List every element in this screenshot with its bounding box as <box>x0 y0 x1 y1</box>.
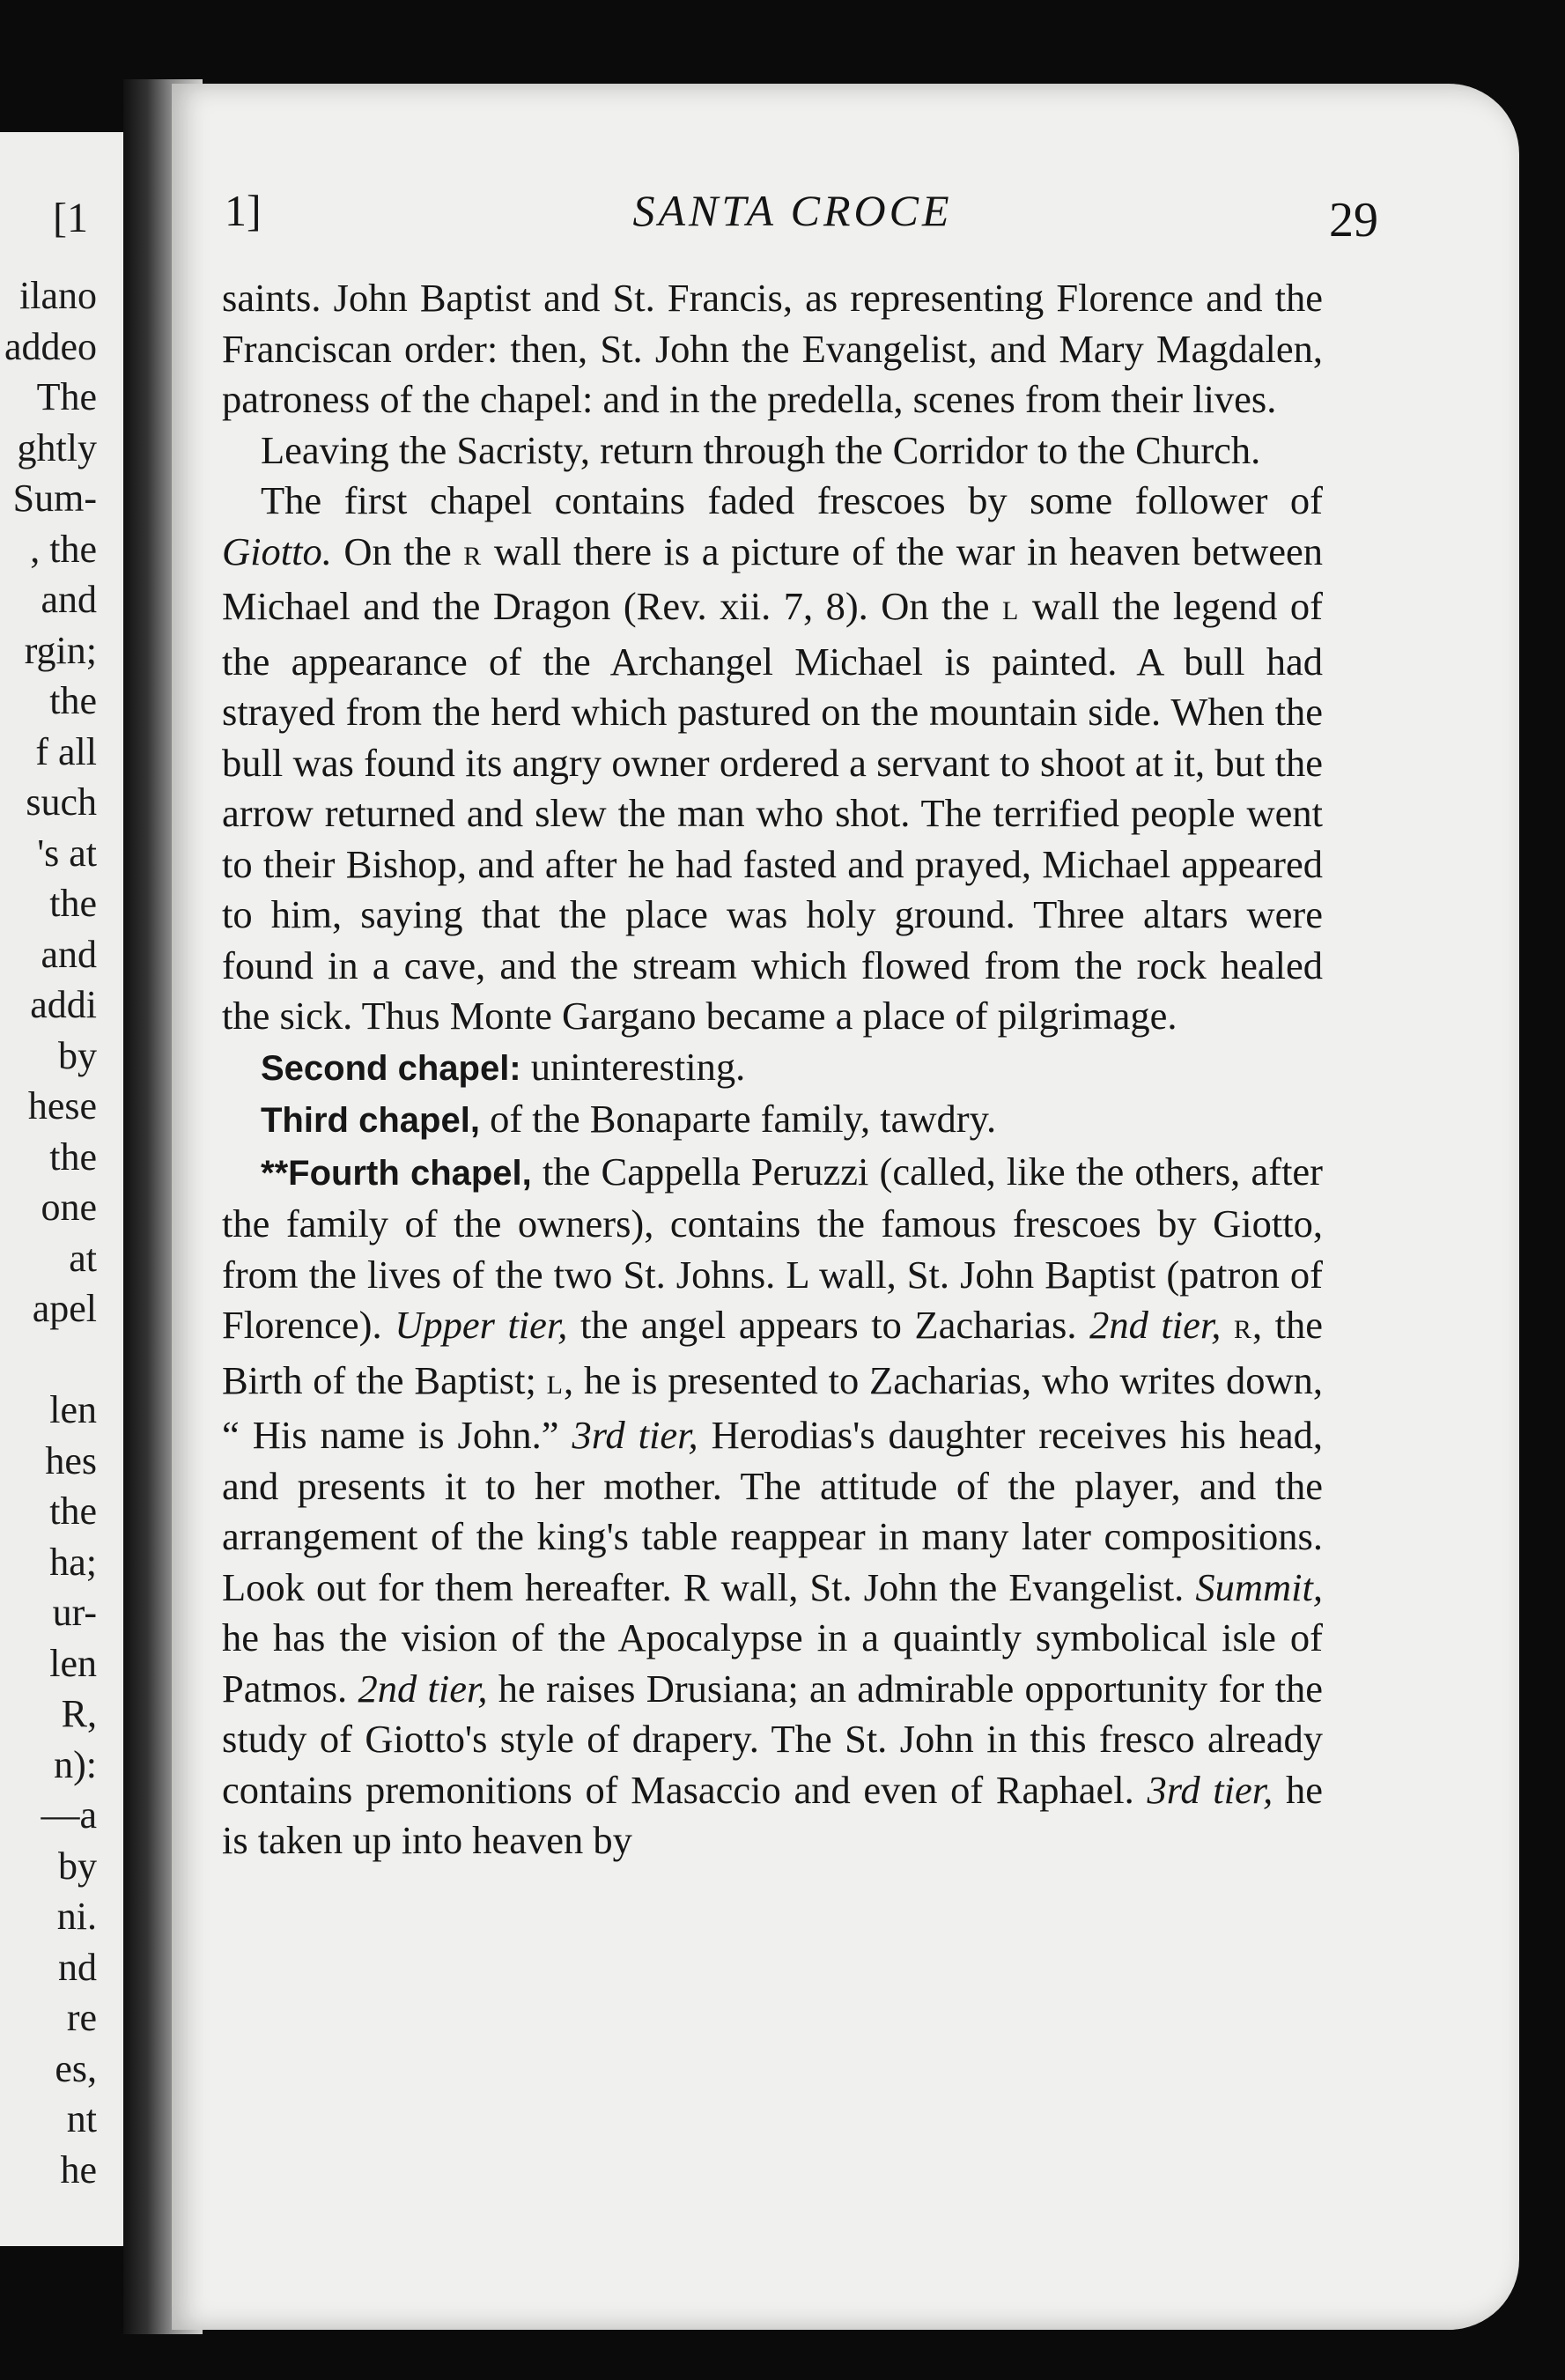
previous-page-line-fragment: he <box>60 2147 97 2192</box>
tier-label: 3rd tier, <box>1147 1767 1273 1812</box>
previous-page-line-fragment: ni. <box>56 1895 97 1938</box>
paragraph-6-text: the Cappella Peruzzi (called, like the others, after the family of the owners), contains the famous frescoes by Giotto, from the lives of the two St. Johns. L wall, St. John Baptist (patron of Florence). <box>222 1149 1324 1347</box>
paragraph-6-text: he raises Drusiana; an admirable opportunity for the study of Giotto's style of drapery. The St. John in this fresco already contains premonitions of Masaccio and even of Raphael. <box>222 1666 1323 1812</box>
paragraph-2 <box>222 425 1323 477</box>
paragraph-4-text: uninteresting. <box>520 1044 746 1089</box>
signature-mark: 1] <box>225 186 262 235</box>
paragraph-6-text <box>1221 1303 1234 1347</box>
previous-page-line-fragment: 's at <box>37 831 97 875</box>
chapel-heading: Second chapel: <box>261 1048 521 1088</box>
paragraph-6-text: he has the vision of the Apocalypse in a quaintly symbolical isle of Patmos. <box>222 1615 1323 1711</box>
paragraph-5-text: of the Bonaparte family, tawdry. <box>479 1097 997 1141</box>
previous-page-line-fragment: addeo <box>4 324 97 368</box>
previous-page-line-fragment: n): <box>54 1742 97 1786</box>
previous-page-line-fragment: hese <box>27 1084 97 1127</box>
body-text <box>222 273 1323 1866</box>
previous-page-line-fragment: by <box>58 1844 97 1888</box>
page-title: SANTA CROCE <box>632 186 953 235</box>
previous-page-line-fragment: the <box>49 679 97 722</box>
previous-page-line-fragment: and <box>41 578 97 621</box>
paragraph-3-text: The first chapel contains faded frescoes by some follower of <box>261 478 1323 522</box>
paragraph-4 <box>222 1042 1323 1095</box>
page-number: 29 <box>1329 193 1378 248</box>
previous-page-line-fragment: f all <box>35 729 97 773</box>
chapel-heading: Third chapel, <box>261 1101 480 1140</box>
previous-page-line-fragment: ilano <box>19 274 97 317</box>
previous-page-line-fragment: the <box>49 1489 97 1533</box>
tier-label: 2nd tier, <box>358 1666 488 1711</box>
tier-label: 2nd tier, <box>1089 1303 1222 1347</box>
previous-page-line-fragment: ghtly <box>17 425 97 469</box>
previous-page-line-fragment: —a <box>41 1793 97 1837</box>
paragraph-6-text: , the Birth of the Baptist; <box>222 1303 1323 1402</box>
previous-page-line-fragment: at <box>69 1236 97 1280</box>
paragraph-6-text: Herodias's daughter receives his head, and presents it to her mother. The attitude of the player, and the arrangement of the king's table reappear in many later compositions. Look out for them hereafter. R wall, St. John the Evangelist. <box>222 1413 1323 1609</box>
paragraph-6-text: the angel appears to Zacharias. <box>567 1303 1090 1347</box>
paragraph-6-text: , he is presented to Zacharias, who writes down, “ His name is John.” <box>222 1357 1323 1457</box>
running-head <box>225 185 1378 255</box>
previous-page-line-fragment: ha; <box>49 1540 97 1584</box>
paragraph-5 <box>222 1094 1323 1147</box>
previous-page-line-fragment: len <box>49 1388 97 1431</box>
previous-page-line-fragment: one <box>41 1186 97 1229</box>
previous-page-line-fragment: nt <box>66 2097 97 2140</box>
previous-page-line-fragment: nd <box>58 1945 97 1989</box>
paragraph-3 <box>222 476 1323 1042</box>
paragraph-3-text: On the <box>331 528 464 573</box>
paragraph-6 <box>222 1147 1323 1866</box>
previous-page-edge <box>0 132 132 2246</box>
right-abbrev: R <box>463 541 483 571</box>
previous-page-line-fragment: rgin; <box>24 628 97 672</box>
previous-page-line-fragment: and <box>41 932 97 976</box>
previous-page-line-fragment: the <box>49 882 97 925</box>
previous-page-line-fragment: the <box>49 1135 97 1179</box>
previous-page-line-fragment: es, <box>55 2046 97 2090</box>
paragraph-3-text: wall the legend of the appearance of the Archangel Michael is painted. A bull had strayed from the herd which pastured on the mountain side. When the bull was found its angry owner ordered a servant to shoot at it, but the arrow returned and slew the man who shot. The terrified people went to their Bishop, and after he had fasted and prayed, Michael appeared to him, saying that the place was holy ground. Three altars were found in a cave, and the stream which flowed from the rock healed the sick. Thus Monte Gargano became a place of pilgrimage. <box>222 584 1323 1038</box>
previous-page-line-fragment: , the <box>30 527 97 571</box>
left-abbrev: L <box>546 1370 564 1400</box>
paragraph-6-text: he is taken up into heaven by <box>222 1767 1323 1862</box>
tier-label: Upper tier, <box>395 1303 568 1347</box>
previous-page-line-fragment: R, <box>61 1692 97 1735</box>
previous-page-line-fragment: such <box>26 780 97 824</box>
previous-page-line-fragment: The <box>36 375 97 418</box>
tier-label: 3rd tier, <box>572 1413 698 1457</box>
previous-page-line-fragment: addi <box>30 983 97 1026</box>
previous-page-line-fragment: hes <box>45 1438 97 1482</box>
previous-page-line-fragment: re <box>66 1996 97 2039</box>
previous-page-line-fragment: ur- <box>52 1591 97 1634</box>
previous-page-line-fragment: len <box>49 1641 97 1685</box>
tier-label: Summit, <box>1195 1564 1323 1609</box>
paragraph-1 <box>222 273 1323 425</box>
chapel-heading: **Fourth chapel, <box>261 1153 532 1193</box>
paragraph-1-text: saints. John Baptist and St. Francis, as representing Florence and the Franciscan order: then, St. John the Evangelist, and Mary Magdalen, patroness of the chapel: and in the predella, scenes from their lives. <box>222 276 1323 421</box>
artist-name-italic: Giotto. <box>222 528 332 573</box>
previous-page-header-fragment: [1 <box>53 195 88 241</box>
previous-page-line-fragment: Sum- <box>12 477 97 520</box>
left-abbrev: L <box>1002 596 1020 625</box>
right-abbrev: R <box>1233 1315 1252 1344</box>
paragraph-2-text: Leaving the Sacristy, return through the Corridor to the Church. <box>261 427 1261 472</box>
previous-page-line-fragment: by <box>58 1033 97 1077</box>
previous-page-line-fragment: apel <box>32 1287 97 1330</box>
paragraph-3-text: wall there is a picture of the war in heaven between Michael and the Dragon (Rev. xii. 7, 8). On the <box>222 528 1323 628</box>
book-page <box>172 84 1519 2330</box>
